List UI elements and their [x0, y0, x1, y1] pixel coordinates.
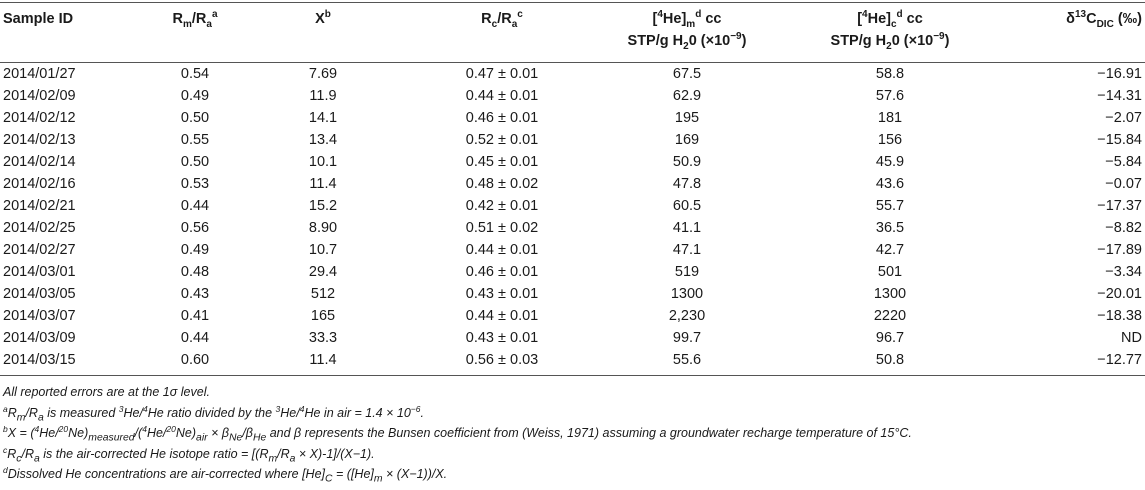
cell-d13c: −3.34 — [1105, 264, 1142, 280]
cell-d13c: −12.77 — [1097, 352, 1142, 368]
cell-rm-ra: 0.56 — [180, 220, 210, 236]
cell-sample-id: 2014/01/27 — [3, 66, 76, 82]
cell-rc-ra: 0.46 ± 0.01 — [465, 264, 539, 280]
cell-x: 11.9 — [309, 88, 337, 104]
cell-sample-id: 2014/02/16 — [3, 176, 76, 192]
cell-rc-ra: 0.43 ± 0.01 — [465, 330, 539, 346]
cell-x: 7.69 — [308, 66, 338, 82]
cell-rc-ra: 0.46 ± 0.01 — [465, 110, 539, 126]
cell-he-corrected: 45.9 — [875, 154, 905, 170]
header-x: $X^b$ — [315, 9, 331, 27]
cell-he-measured: 195 — [674, 110, 700, 126]
cell-he-corrected: 181 — [877, 110, 903, 126]
cell-he-corrected: 501 — [877, 264, 903, 280]
cell-rc-ra: 0.48 ± 0.02 — [465, 176, 539, 192]
cell-d13c: ND — [1121, 330, 1142, 346]
cell-rc-ra: 0.52 ± 0.01 — [465, 132, 539, 148]
cell-sample-id: 2014/02/09 — [3, 88, 76, 104]
cell-sample-id: 2014/02/27 — [3, 242, 76, 258]
cell-he-measured: 519 — [674, 264, 700, 280]
cell-x: 15.2 — [308, 198, 338, 214]
cell-rm-ra: 0.50 — [180, 154, 210, 170]
cell-he-measured: 62.9 — [672, 88, 702, 104]
cell-x: 10.7 — [308, 242, 338, 258]
table-row — [0, 261, 1145, 283]
table-row — [0, 63, 1145, 85]
table-body — [0, 63, 1145, 371]
table-row — [0, 349, 1145, 371]
cell-x: 29.4 — [308, 264, 338, 280]
cell-rc-ra: 0.44 ± 0.01 — [465, 88, 539, 104]
header-he-measured: $[^4He]_m^d$ cc STP/g $H_20$ $(\times 10^{-9})$ — [627, 9, 747, 52]
cell-rc-ra: 0.43 ± 0.01 — [465, 286, 539, 302]
cell-d13c: −17.37 — [1097, 198, 1142, 214]
cell-he-measured: 41.1 — [672, 220, 702, 236]
cell-sample-id: 2014/03/07 — [3, 308, 76, 324]
cell-he-measured: 1300 — [670, 286, 704, 302]
cell-sample-id: 2014/02/25 — [3, 220, 76, 236]
cell-rc-ra: 0.47 ± 0.01 — [465, 66, 539, 82]
table-row — [0, 85, 1145, 107]
table-top-rule — [0, 2, 1145, 3]
table-footnotes — [3, 382, 1143, 485]
cell-rm-ra: 0.55 — [180, 132, 210, 148]
cell-d13c: −5.84 — [1105, 154, 1142, 170]
table-row — [0, 239, 1145, 261]
table-bottom-rule — [0, 375, 1145, 376]
cell-he-measured: 50.9 — [672, 154, 702, 170]
cell-d13c: −2.07 — [1105, 110, 1142, 126]
cell-x: 33.3 — [308, 330, 338, 346]
cell-he-corrected: 1300 — [873, 286, 907, 302]
table-row — [0, 173, 1145, 195]
cell-d13c: −18.38 — [1097, 308, 1142, 324]
cell-sample-id: 2014/03/05 — [3, 286, 76, 302]
cell-sample-id: 2014/02/14 — [3, 154, 76, 170]
cell-he-measured: 2,230 — [668, 308, 706, 324]
cell-rm-ra: 0.49 — [180, 88, 210, 104]
cell-rm-ra: 0.48 — [180, 264, 210, 280]
cell-he-corrected: 43.6 — [875, 176, 905, 192]
table-row — [0, 305, 1145, 327]
cell-he-corrected: 57.6 — [875, 88, 905, 104]
cell-x: 165 — [310, 308, 336, 324]
cell-d13c: −14.31 — [1097, 88, 1142, 104]
cell-he-corrected: 50.8 — [875, 352, 905, 368]
cell-rm-ra: 0.53 — [180, 176, 210, 192]
footnote-general: All reported errors are at the 1σ level. — [3, 385, 210, 399]
cell-he-corrected: 96.7 — [875, 330, 905, 346]
cell-he-measured: 60.5 — [672, 198, 702, 214]
cell-rc-ra: 0.56 ± 0.03 — [465, 352, 539, 368]
cell-sample-id: 2014/03/01 — [3, 264, 76, 280]
cell-rm-ra: 0.44 — [180, 330, 210, 346]
cell-sample-id: 2014/02/13 — [3, 132, 76, 148]
cell-d13c: −20.01 — [1097, 286, 1142, 302]
header-rm-ra: $R_m/R_a^a$ — [172, 9, 218, 30]
cell-he-corrected: 2220 — [873, 308, 907, 324]
cell-rm-ra: 0.41 — [180, 308, 210, 324]
footnote-d: $^d$Dissolved He concentrations are air-corrected where $[He]_C = ([He]_m \times (X-1))/X$. — [3, 465, 448, 485]
table-header — [0, 8, 1145, 60]
cell-rm-ra: 0.50 — [180, 110, 210, 126]
cell-rc-ra: 0.44 ± 0.01 — [465, 242, 539, 258]
cell-rc-ra: 0.44 ± 0.01 — [465, 308, 539, 324]
table-row — [0, 195, 1145, 217]
cell-he-corrected: 36.5 — [875, 220, 905, 236]
cell-sample-id: 2014/03/15 — [3, 352, 76, 368]
cell-rm-ra: 0.54 — [180, 66, 210, 82]
table-row — [0, 129, 1145, 151]
cell-he-measured: 55.6 — [672, 352, 702, 368]
cell-x: 11.4 — [309, 352, 337, 368]
cell-rc-ra: 0.42 ± 0.01 — [465, 198, 539, 214]
footnote-c: $^cR_c/R_a$ is the air-corrected He isotope ratio = $[(R_m/R_a \times X)-1]/(X-1)$. — [3, 444, 375, 465]
table-row — [0, 283, 1145, 305]
cell-d13c: −0.07 — [1105, 176, 1142, 192]
cell-d13c: −8.82 — [1105, 220, 1142, 236]
table-row — [0, 107, 1145, 129]
cell-d13c: −17.89 — [1097, 242, 1142, 258]
cell-x: 13.4 — [308, 132, 338, 148]
cell-x: 8.90 — [308, 220, 338, 236]
cell-rm-ra: 0.44 — [180, 198, 210, 214]
footnote-a: $^aR_m/R_a$ is measured $^3$He/$^4$He ratio divided by the $^3$He/$^4$He in air = $1.4 \times 10^{-6}$. — [3, 403, 424, 424]
cell-he-measured: 67.5 — [672, 66, 702, 82]
cell-he-corrected: 58.8 — [875, 66, 905, 82]
cell-he-corrected: 156 — [877, 132, 903, 148]
cell-he-corrected: 42.7 — [875, 242, 905, 258]
table-row — [0, 217, 1145, 239]
header-d13c: $\delta^{13}C_{DIC}$ (‰) — [1066, 9, 1142, 30]
cell-he-measured: 47.1 — [672, 242, 702, 258]
table-row — [0, 151, 1145, 173]
cell-sample-id: 2014/02/12 — [3, 110, 76, 126]
cell-he-measured: 47.8 — [672, 176, 702, 192]
cell-sample-id: 2014/02/21 — [3, 198, 76, 214]
cell-rc-ra: 0.51 ± 0.02 — [465, 220, 539, 236]
cell-he-corrected: 55.7 — [875, 198, 905, 214]
header-sample-id: Sample ID — [3, 11, 74, 27]
cell-he-measured: 169 — [674, 132, 700, 148]
cell-x: 14.1 — [308, 110, 338, 126]
cell-x: 11.4 — [309, 176, 337, 192]
header-he-corrected: $[^4He]_c^d$ cc STP/g $H_20$ $(\times 10^{-9})$ — [830, 9, 950, 52]
cell-rc-ra: 0.45 ± 0.01 — [465, 154, 539, 170]
cell-rm-ra: 0.49 — [180, 242, 210, 258]
cell-he-measured: 99.7 — [672, 330, 702, 346]
cell-sample-id: 2014/03/09 — [3, 330, 76, 346]
cell-d13c: −16.91 — [1097, 66, 1142, 82]
cell-d13c: −15.84 — [1097, 132, 1142, 148]
cell-x: 10.1 — [308, 154, 338, 170]
footnote-b: $^bX = (^4He/^{20}Ne)_{measured}/(^4He/^{20}Ne)_{air} \times \beta_{Ne}/\beta_{He}$ and β represents the Bunsen coefficient from (Weiss, 1971) assuming a groundwater recharge temperature of 15°C. — [3, 424, 912, 444]
cell-rm-ra: 0.60 — [180, 352, 210, 368]
cell-rm-ra: 0.43 — [180, 286, 210, 302]
cell-x: 512 — [310, 286, 336, 302]
table-row — [0, 327, 1145, 349]
header-rc-ra: $R_c/R_a^c$ — [481, 9, 523, 30]
